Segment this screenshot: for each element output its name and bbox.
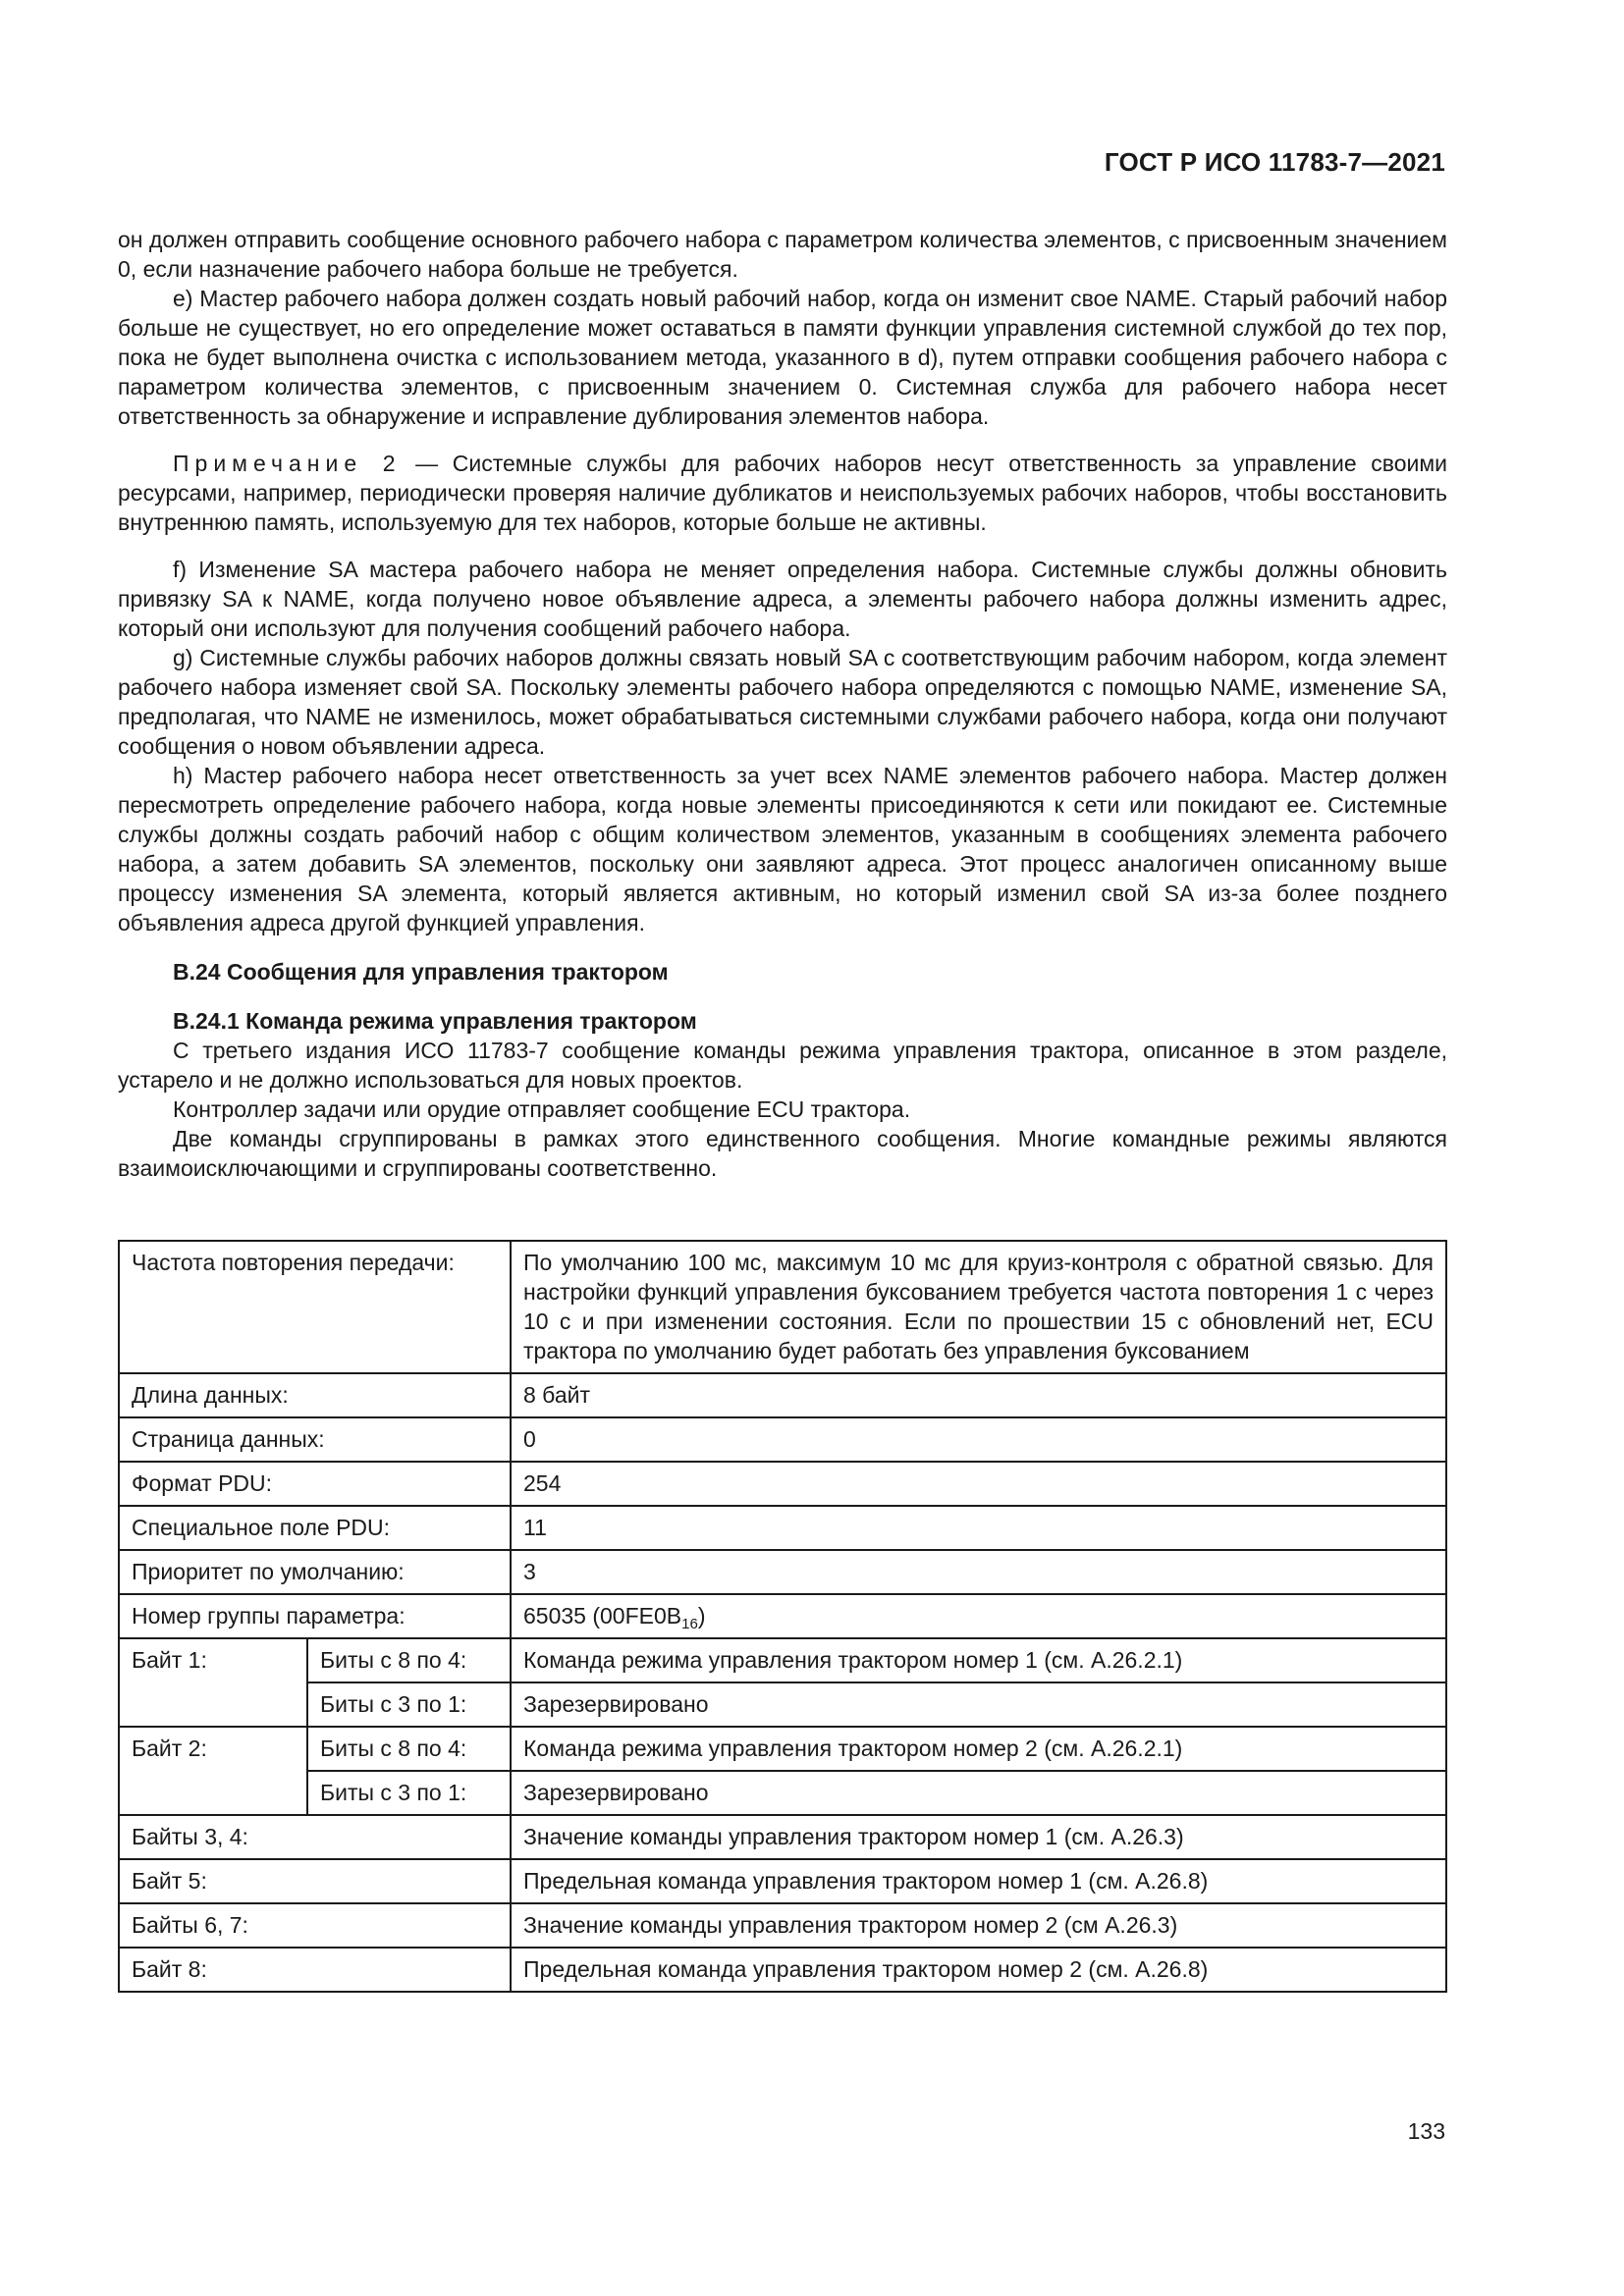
table-cell-bits: Биты с 3 по 1: [307, 1771, 511, 1815]
paragraph-e: e) Мастер рабочего набора должен создать новый рабочий набор, когда он изменит свое NAME. Старый рабочий набор больше не существует, но его определение может оставаться в памяти функции управления системной службой до тех пор, пока не будет выполнена очистка с использованием метода, указанного в d), путем отправки сообщения рабочего набора с параметром количества элементов, с присвоенным значением 0. Системная служба для рабочего набора несет ответственность за обнаружение и исправление дублирования элементов набора. [118, 286, 1447, 429]
table-cell-label: Приоритет по умолчанию: [119, 1550, 511, 1594]
table-cell-label: Байт 8: [119, 1948, 511, 1992]
subsection-heading: B.24.1 Команда режима управления трактором [173, 1008, 697, 1034]
table-cell-label: Байт 5: [119, 1859, 511, 1903]
table-cell-label: Страница данных: [119, 1417, 511, 1462]
message-parameters-table [118, 1240, 1447, 1993]
table-row [119, 1903, 1446, 1948]
paragraph-h: h) Мастер рабочего набора несет ответственность за учет всех NAME элементов рабочего набора. Мастер должен пересмотреть определение рабочего набора, когда новые элементы присоединяются к сети или покидают ее. Системные службы должны создать рабочий набор с общим количеством элементов, указанным в сообщениях элемента рабочего набора, а затем добавить SA элементов, поскольку они заявляют адреса. Этот процесс аналогичен описанному выше процессу изменения SA элемента, который является активным, но который изменил свой SA из-за более позднего объявления адреса другой функцией управления. [118, 763, 1447, 935]
table-cell-value: Значение команды управления трактором номер 1 (см. А.26.3) [511, 1815, 1446, 1859]
table-row [119, 1771, 1446, 1815]
table-row [119, 1550, 1446, 1594]
table-cell-value: 3 [511, 1550, 1446, 1594]
paragraph-grouping: Две команды сгруппированы в рамках этого единственного сообщения. Многие командные режимы являются взаимоисключающими и сгруппированы соответственно. [118, 1126, 1447, 1181]
table-cell-value: 254 [511, 1462, 1446, 1506]
note-2 [118, 449, 1447, 537]
table-cell-label: Байты 3, 4: [119, 1815, 511, 1859]
table-cell-value: 0 [511, 1417, 1446, 1462]
table-row [119, 1373, 1446, 1417]
paragraph-g: g) Системные службы рабочих наборов должны связать новый SA с соответствующим рабочим набором, когда элемент рабочего набора изменяет свой SA. Поскольку элементы рабочего набора определяются с помощью NAME, изменение SA, предполагая, что NAME не изменилось, может обрабатываться системными службами рабочего набора, когда они получают сообщения о новом объявлении адреса. [118, 645, 1447, 759]
table-cell-bits: Биты с 8 по 4: [307, 1638, 511, 1682]
table-cell-value: Предельная команда управления трактором номер 2 (см. А.26.8) [511, 1948, 1446, 1992]
table-cell-label: Специальное поле PDU: [119, 1506, 511, 1550]
table-cell-value: Зарезервировано [511, 1771, 1446, 1815]
paragraph-f: f) Изменение SA мастера рабочего набора не меняет определения набора. Системные службы должны обновить привязку SA к NAME, когда получено новое объявление адреса, а элементы рабочего набора должны изменить адрес, который они используют для получения сообщений рабочего набора. [118, 557, 1447, 641]
table-row [119, 1815, 1446, 1859]
table-cell-value: Предельная команда управления трактором номер 1 (см. А.26.8) [511, 1859, 1446, 1903]
table-row [119, 1594, 1446, 1638]
table-cell-value: Команда режима управления трактором номер 2 (см. А.26.2.1) [511, 1727, 1446, 1771]
paragraph: он должен отправить сообщение основного рабочего набора с параметром количества элементов, с присвоенным значением 0, если назначение рабочего набора больше не требуется. [118, 227, 1447, 282]
table-cell-value: Зарезервировано [511, 1682, 1446, 1727]
table-cell-label: Формат PDU: [119, 1462, 511, 1506]
table-cell-byte: Байт 1: [119, 1638, 307, 1727]
note-text: — Системные службы для рабочих наборов несут ответственность за управление своими ресурсами, например, периодически проверяя наличие дубликатов и неиспользуемых рабочих наборов, чтобы восстановить внутреннюю память, используемую для тех наборов, которые больше не активны. [118, 451, 1447, 535]
table-row [119, 1859, 1446, 1903]
pgn-subscript: 16 [681, 1616, 698, 1632]
table-cell-bits: Биты с 8 по 4: [307, 1727, 511, 1771]
table-cell-byte: Байт 2: [119, 1727, 307, 1815]
table-cell-label: Частота повторения передачи: [119, 1241, 511, 1373]
table-cell-value: Команда режима управления трактором номер 1 (см. А.26.2.1) [511, 1638, 1446, 1682]
table-cell-value: 11 [511, 1506, 1446, 1550]
table-row [119, 1417, 1446, 1462]
table-cell-bits: Биты с 3 по 1: [307, 1682, 511, 1727]
page-number: 133 [1407, 2118, 1445, 2144]
section-heading: B.24 Сообщения для управления трактором [173, 959, 669, 985]
table-row [119, 1462, 1446, 1506]
table-cell-value: По умолчанию 100 мс, максимум 10 мс для круиз-контроля с обратной связью. Для настройки функций управления буксованием требуется частота повторения 1 с через 10 с и при изменении состояния. Если по прошествии 15 с обновлений нет, ECU трактора по умолчанию будет работать без управления буксованием [511, 1241, 1446, 1373]
pgn-tail: ) [697, 1603, 706, 1629]
document-body [118, 225, 1447, 1183]
table-row [119, 1638, 1446, 1682]
table-cell-value: Значение команды управления трактором номер 2 (см А.26.3) [511, 1903, 1446, 1948]
pgn-value: 65035 (00FE0B [523, 1603, 682, 1629]
paragraph-sender: Контроллер задачи или орудие отправляет сообщение ECU трактора. [173, 1096, 911, 1122]
paragraph-obsolete: С третьего издания ИСО 11783-7 сообщение команды режима управления трактора, описанное в этом разделе, устарело и не должно использоваться для новых проектов. [118, 1038, 1447, 1093]
table-cell-label: Номер группы параметра: [119, 1594, 511, 1638]
table-row [119, 1241, 1446, 1373]
table-cell-value [511, 1594, 1446, 1638]
table-row [119, 1682, 1446, 1727]
table-cell-label: Длина данных: [119, 1373, 511, 1417]
standard-header: ГОСТ Р ИСО 11783-7—2021 [1104, 147, 1445, 177]
table-row [119, 1727, 1446, 1771]
table-row [119, 1506, 1446, 1550]
table-row [119, 1948, 1446, 1992]
note-label: Примечание 2 [173, 451, 402, 476]
table-cell-value: 8 байт [511, 1373, 1446, 1417]
table-cell-label: Байты 6, 7: [119, 1903, 511, 1948]
